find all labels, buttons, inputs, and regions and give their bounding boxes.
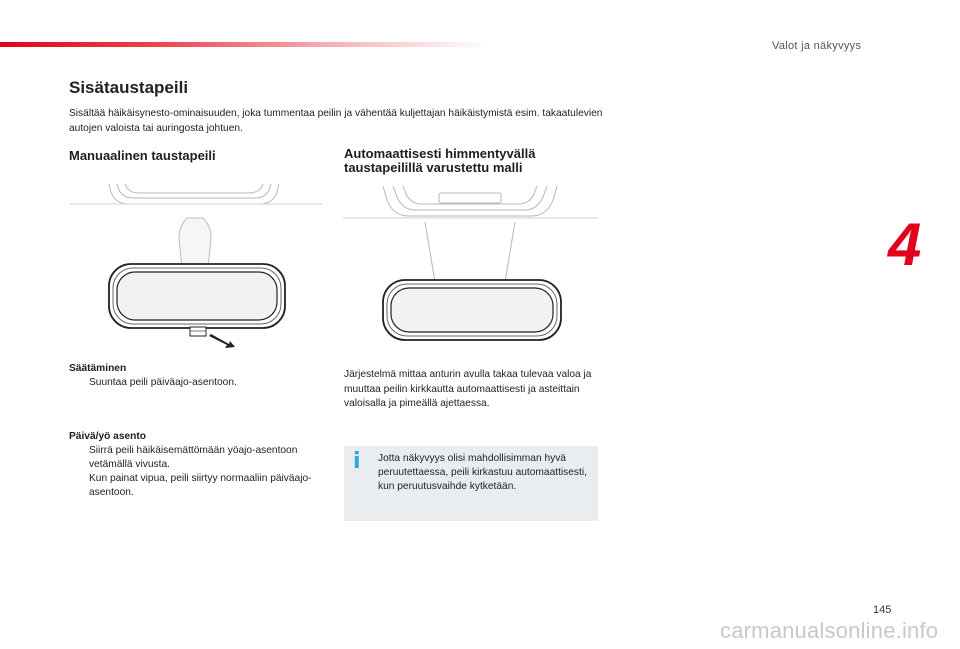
- manual-mirror-heading: Manuaalinen taustapeili: [69, 148, 216, 163]
- adjust-list: [69, 376, 319, 390]
- adjust-label: Säätäminen: [69, 363, 127, 374]
- list-item: Siirrä peili häikäisemättömään yöajo-asentoon vetämällä vivusta.: [89, 445, 298, 470]
- auto-mirror-heading: Automaattisesti himmentyvällä taustapeilillä varustettu malli: [344, 146, 536, 175]
- info-box: [344, 446, 598, 521]
- day-night-section: [69, 430, 319, 500]
- info-icon: i: [353, 449, 361, 474]
- page-title: Sisätaustapeili: [69, 78, 189, 97]
- day-night-label: Päivä/yö asento: [69, 431, 147, 442]
- chapter-number: 4: [888, 211, 922, 278]
- list-item: Kun painat vipua, peili siirtyy normaaliin päiväajo-asentoon.: [89, 473, 312, 498]
- auto-mirror-text: Järjestelmä mittaa anturin avulla takaa tulevaa valoa ja muuttaa peilin kirkkautta automaattisesti ja asteittain valoisalla ja pimeällä ajettaessa.: [344, 369, 592, 409]
- adjust-section: [69, 362, 319, 390]
- intro-text: Sisältää häikäisynesto-ominaisuuden, joka tummentaa peilin ja vähentää kuljettajan häikäistymistä esim. takaatulevien autojen valoista tai auringosta johtuen.: [69, 108, 603, 134]
- watermark: carmanualsonline.info: [720, 618, 939, 643]
- day-night-list: [69, 444, 319, 500]
- info-text: Jotta näkyvyys olisi mahdollisimman hyvä peruutettaessa, peili kirkastuu automaattisesti, kun peruutusvaihde kytketään.: [378, 453, 587, 492]
- chapter-title: Valot ja näkyvyys: [772, 40, 862, 52]
- manual-mirror-illustration: [69, 178, 323, 348]
- page-number: 145: [873, 604, 892, 616]
- list-item: Suuntaa peili päiväajo-asentoon.: [89, 377, 237, 388]
- auto-mirror-illustration: [343, 182, 598, 344]
- header-accent-bar: [0, 42, 490, 47]
